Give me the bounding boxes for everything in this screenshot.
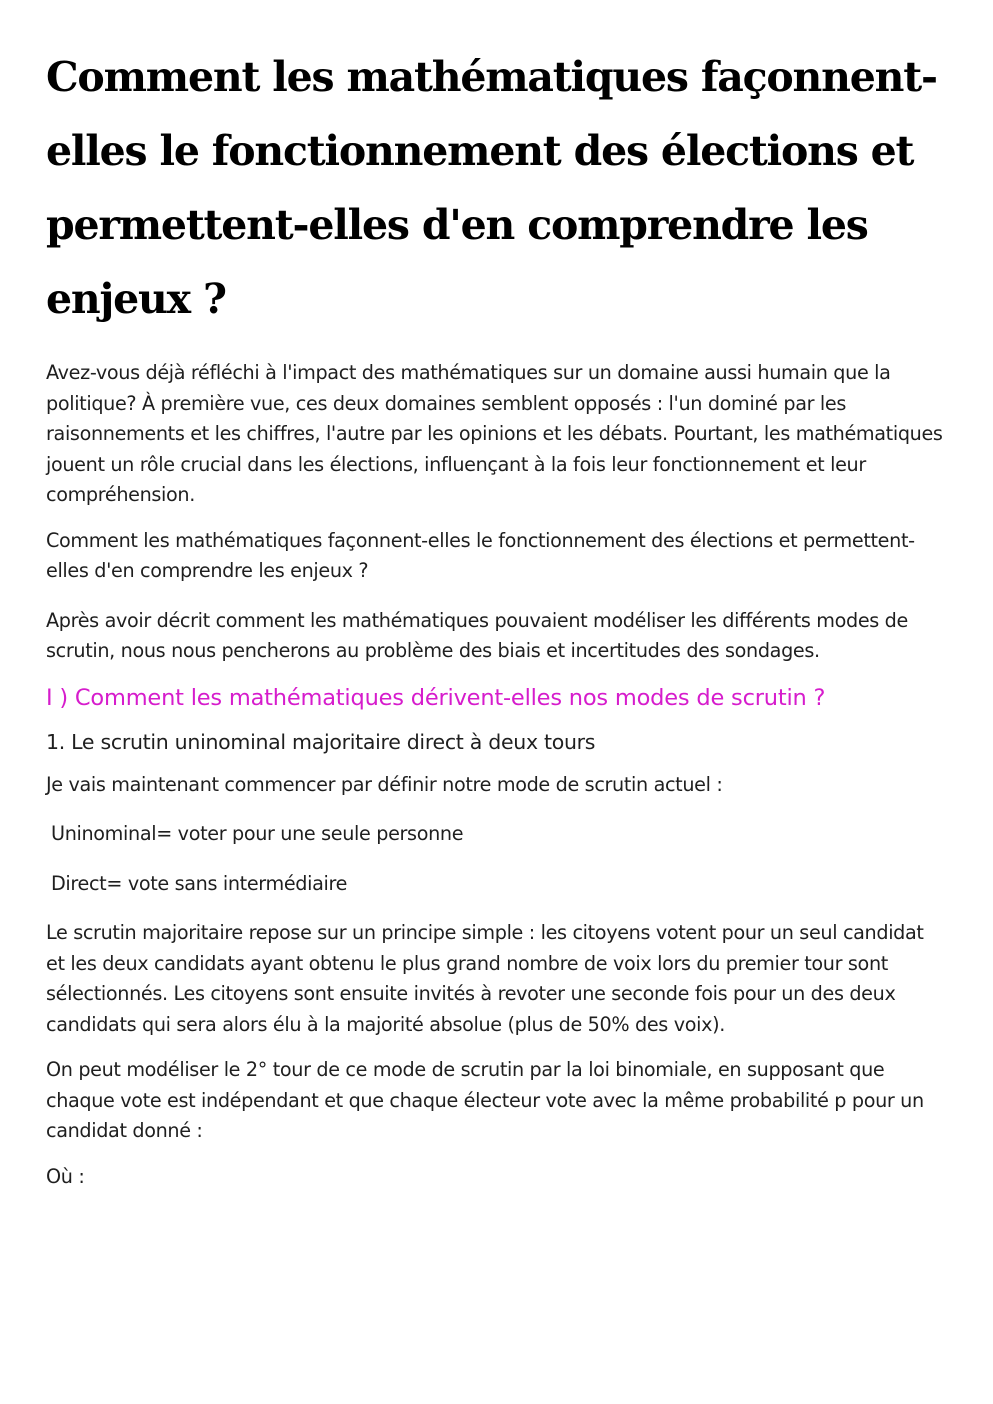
intro-paragraph-3: Après avoir décrit comment les mathématiques pouvaient modéliser les différents modes de scrutin, nous nous pencherons au problème des biais et incertitudes des sondages. — [46, 608, 908, 662]
page-title: Comment les mathématiques façonnent-elles le fonctionnement des élections et permettent-elles d'en comprendre les enjeux ? — [46, 53, 937, 323]
section-heading: I ) Comment les mathématiques dérivent-elles nos modes de scrutin ? — [46, 684, 826, 711]
intro-paragraph-2: Comment les mathématiques façonnent-elles le fonctionnement des élections et permettent-elles d'en comprendre les enjeux ? — [46, 528, 915, 582]
definition-intro: Je vais maintenant commencer par définir notre mode de scrutin actuel : — [46, 772, 723, 796]
paragraph-loi-binomiale: On peut modéliser le 2° tour de ce mode de scrutin par la loi binomiale, en supposant que chaque vote est indépendant et que chaque électeur vote avec la même probabilité p pour un candidat donné : — [46, 1058, 924, 1142]
ou-label: Où : — [46, 1164, 85, 1188]
subsection-heading: 1. Le scrutin uninominal majoritaire direct à deux tours — [46, 729, 596, 754]
definition-direct: Direct= vote sans intermédiaire — [51, 871, 348, 895]
paragraph-scrutin-majoritaire: Le scrutin majoritaire repose sur un principe simple : les citoyens votent pour un seul candidat et les deux candidats ayant obtenu le plus grand nombre de voix lors du premier tour sont sélectionnés. Les citoyens sont ensuite invités à revoter une seconde fois pour un des deux candidats qui sera alors élu à la majorité absolue (plus de 50% des voix). — [46, 921, 924, 1036]
definition-uninominal: Uninominal= voter pour une seule personne — [51, 822, 464, 845]
document-page — [46, 40, 946, 1207]
intro-paragraph-1: Avez-vous déjà réfléchi à l'impact des mathématiques sur un domaine aussi humain que la politique? À première vue, ces deux domaines semblent opposés : l'un dominé par les raisonnements et les chiffres, l'autre par les opinions et les débats. Pourtant, les mathématiques jouent un rôle crucial dans les élections, influençant à la fois leur fonctionnement et leur compréhension. — [46, 361, 943, 506]
